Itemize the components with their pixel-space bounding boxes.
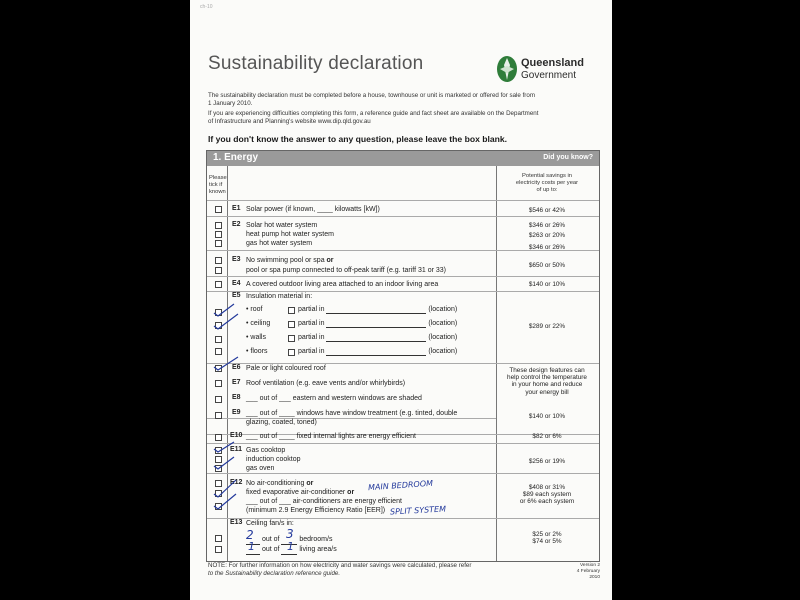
e13-out-of-1: out of [261,536,280,543]
partial-label: partial in [298,348,325,355]
location-label: (location) [428,334,458,341]
e5-walls-partial [298,334,457,342]
version-line-2: 4 February 2010 [576,569,600,580]
e12-savings [496,484,598,506]
e9-code: E9 [232,409,241,416]
e5-code: E5 [232,292,241,299]
e9-line-2: glazing, coated, toned) [246,419,317,426]
e5-ceiling-partial [298,320,457,328]
e5-roof-label: roof [250,306,263,313]
tick-header [209,175,227,196]
e12-line-1 [246,479,313,488]
e4-checkbox[interactable] [215,281,222,288]
form-page [190,0,612,600]
e2-line-3: gas hot water system [246,240,313,247]
logo-line-1: Queensland [521,57,584,69]
section-header [207,151,599,166]
version-line-1: Version 2 [579,563,600,568]
e12-line-2-text: fixed evaporative air-conditioner [246,489,348,496]
e2-line-2: heat pump hot water system [246,231,334,238]
pen-tick-marks-e12 [212,472,252,512]
design-note-line-2: help control the temperature [507,374,587,382]
e1-code: E1 [232,205,241,212]
e11-line-2: induction cooktop [246,456,301,463]
handwritten-fans-living-have: 1 [248,540,255,553]
partial-label: partial in [298,306,325,313]
footnote-line-1: NOTE: For further information on how electricity and water savings were calculated, please refer [208,562,472,569]
e3-saving: $650 or 50% [528,262,566,269]
location-label: (location) [428,320,458,327]
e5-roof-partial [298,306,457,314]
pen-tick-marks-e5 [212,302,252,362]
did-you-know-header: Did you know? [543,154,593,161]
queensland-emblem-icon [496,55,518,83]
e12-code: E12 [230,479,243,486]
e7-code: E7 [232,379,241,386]
e12-line-2 [246,488,354,497]
e11-saving: $256 or 19% [528,458,566,465]
handwritten-fans-living-total: 1 [287,540,294,553]
e13-bedroom-checkbox[interactable] [215,535,222,542]
location-label: (location) [428,306,458,313]
e3-line-2: pool or spa pump connected to off-peak tariff (e.g. tariff 31 or 33) [246,267,447,274]
tick-header-line-3: known [209,189,226,195]
e3-no-pool-checkbox[interactable] [215,257,222,264]
intro-line-2: 1 January 2010. [208,100,253,107]
e5-ceiling-location-field[interactable] [326,320,426,328]
e13-saving-2: $74 or 5% [532,538,562,546]
e3-code: E3 [232,256,241,263]
e5-walls-partial-checkbox[interactable] [288,335,295,342]
pen-tick-marks-e11 [212,441,252,473]
e5-text: Insulation material in: [246,293,313,300]
row-separator [207,473,599,474]
e5-floors-location-field[interactable] [326,348,426,356]
savings-header-line-1: Potential savings in [522,173,572,179]
e13-savings [496,531,598,545]
e5-roof-location-field[interactable] [326,306,426,314]
e9-checkbox[interactable] [215,412,222,419]
e9-saving: $140 or 10% [528,413,566,420]
e8-text: ___ out of ___ eastern and western windows are shaded [246,395,422,402]
handwritten-main-bedroom: MAIN BEDROOM [367,478,434,493]
e3-or: or [326,257,334,264]
row-separator [207,200,599,201]
e12-saving-2: $89 each system [522,491,572,499]
e2-line-1: Solar hot water system [246,222,318,229]
e12-line-1-text: No air-conditioning [246,480,307,487]
e3-line-1-text: No swimming pool or spa [246,257,327,264]
e1-saving: $546 or 42% [528,207,566,214]
tick-header-line-1: Please [209,175,227,181]
e12-line-4: (minimum 2.9 Energy Efficiency Ratio [EER]) [246,507,386,514]
e11-line-1: Gas cooktop [246,447,286,454]
version-info [565,563,600,581]
e5-saving: $289 or 22% [528,323,566,330]
savings-header [496,173,598,194]
e4-saving: $140 or 10% [528,281,566,288]
e12-or-2: or [347,489,355,496]
e13-living-checkbox[interactable] [215,546,222,553]
e5-walls-location-field[interactable] [326,334,426,342]
e10-text: ___ out of ____ fixed internal lights are energy efficient [246,433,416,440]
e13-living-label: living area/s [299,546,337,553]
e2-saving-2: $263 or 20% [528,232,566,239]
e7-text: Roof ventilation (e.g. eave vents and/or whirlybirds) [246,380,406,387]
handwritten-fans-bedroom-have: 2 [246,528,254,542]
e13-text: Ceiling fan/s in: [246,520,294,527]
row-separator [207,443,599,444]
e5-walls-label: walls [250,334,266,341]
e13-out-of-2: out of [261,546,280,553]
e2-gas-checkbox[interactable] [215,240,222,247]
e2-code: E2 [232,221,241,228]
handwritten-split-system: SPLIT SYSTEM [389,504,447,517]
tick-header-line-2: tick if [209,182,223,188]
intro-line-3: If you are experiencing difficulties completing this form, a reference guide and fact sheet are available on the Department [208,110,539,117]
e2-heatpump-checkbox[interactable] [215,231,222,238]
e5-roof-item: • roof [246,306,263,313]
e13-code: E13 [230,519,243,526]
intro-line-4: of Infrastructure and Planning's website www.dip.qld.gov.au [208,118,371,125]
e10-checkbox[interactable] [215,434,222,441]
e10-saving: $82 or 6% [532,433,562,440]
row-separator [207,216,599,217]
e12-saving-1: $408 or 31% [528,484,566,491]
pen-tick-mark-e6 [212,355,252,373]
e4-text: A covered outdoor living area attached to an indoor living area [246,281,439,288]
e13-bedrooms-label: bedroom/s [299,536,333,543]
location-label: (location) [428,348,458,355]
e12-saving-3: or 6% each system [519,498,575,506]
design-note-line-3: in your home and reduce [511,381,583,389]
e4-code: E4 [232,280,241,287]
savings-header-line-2: electricity costs per year [515,180,579,186]
savings-header-line-3: of up to: [536,187,558,193]
partial-label: partial in [298,334,325,341]
e1-checkbox[interactable] [215,206,222,213]
partial-label: partial in [298,320,325,327]
row-separator [207,276,599,277]
e3-line-1 [246,256,334,265]
design-note-line-4: your energy bill [525,388,569,396]
section-title: 1. Energy [213,152,259,163]
e11-line-3: gas oven [246,465,275,472]
footnote-line-2: to the Sustainability declaration reference guide. [208,569,341,577]
intro-line-1: The sustainability declaration must be completed before a house, townhouse or unit is marketed or offered for sale from [208,92,535,99]
e5-floors-partial-checkbox[interactable] [288,349,295,356]
e8-code: E8 [232,394,241,401]
e1-text: Solar power (if known, ____ kilowatts [kW]) [246,206,380,213]
e12-or-1: or [306,480,314,487]
e8-checkbox[interactable] [215,396,222,403]
design-note-line-1: These design features can [509,367,585,374]
e9-line-1: ___ out of ____ windows have window treatment (e.g. tinted, double [246,410,458,417]
e13-saving-1: $25 or 2% [532,531,562,538]
e3-offpeak-checkbox[interactable] [215,267,222,274]
handwritten-fans-bedroom-total: 3 [286,527,294,541]
e5-walls-item: • walls [246,334,266,341]
e12-line-3: ___ out of ___ air-conditioners are energy efficient [246,498,402,505]
e6-text: Pale or light coloured roof [246,365,326,372]
e5-floors-label: floors [250,348,268,355]
e2-saving-1: $346 or 26% [528,222,566,229]
e5-floors-partial [298,348,457,356]
page-title: Sustainability declaration [208,53,424,74]
e5-ceiling-item: • ceiling [246,320,271,327]
footnote [208,562,471,577]
e5-ceiling-label: ceiling [250,320,271,327]
logo-line-2: Government [521,70,577,81]
e5-roof-partial-checkbox[interactable] [288,307,295,314]
design-note [496,367,598,396]
e5-floors-item: • floors [246,348,268,355]
scan-mark: ch-10 [200,4,213,10]
e5-ceiling-partial-checkbox[interactable] [288,321,295,328]
e11-code: E11 [230,446,243,453]
e2-solar-checkbox[interactable] [215,222,222,229]
e7-checkbox[interactable] [215,380,222,387]
e10-code: E10 [230,432,243,439]
e6-code: E6 [232,364,241,371]
e2-saving-3: $346 or 26% [528,244,566,251]
blank-notice: If you don't know the answer to any question, please leave the box blank. [208,134,508,144]
queensland-government-logo [496,55,606,85]
